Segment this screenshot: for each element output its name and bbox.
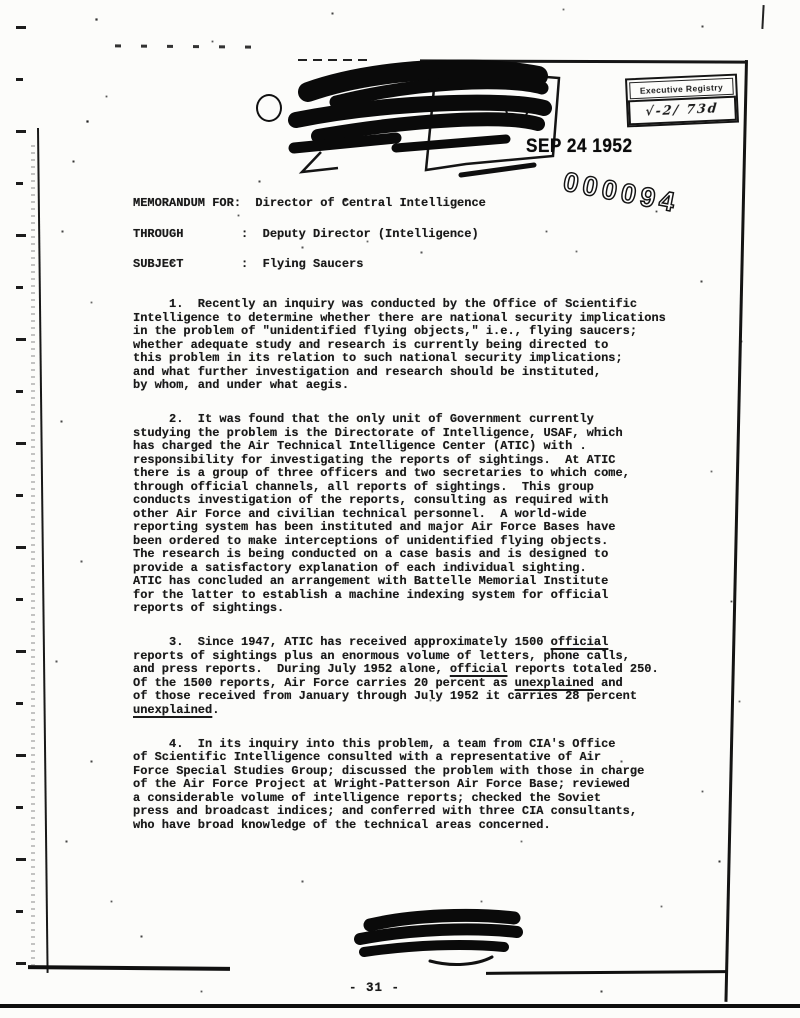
text-line: in the problem of "unidentified flying objects," i.e., flying saucers; — [133, 324, 638, 338]
text-line: 1. Recently an inquiry was conducted by the Office of Scientific — [133, 297, 638, 311]
margin-tick — [16, 338, 26, 341]
scan-edge-right-tick — [761, 5, 764, 29]
text-line: has charged the Air Technical Intelligence Center (ATIC) with . — [133, 439, 587, 453]
stamp-title: Executive Registry — [629, 78, 734, 100]
stamp-notation-box — [628, 96, 737, 126]
margin-tick — [16, 234, 26, 237]
margin-tick — [16, 754, 26, 757]
text-line: 4. In its inquiry into this problem, a team from CIA's Office — [133, 736, 616, 751]
text-line: of Scientific Intelligence consulted with a representative of Air — [133, 750, 602, 764]
text-line: reports of sightings. — [133, 601, 285, 615]
scan-bottom-mid-line — [486, 970, 726, 974]
text-line: a considerable volume of intelligence reports; checked the Soviet — [133, 790, 602, 805]
text-line: Force Special Studies Group; discussed the problem with those in charge — [133, 763, 645, 778]
margin-tick — [16, 598, 23, 601]
text-line: and press reports. During July 1952 alone, official reports totaled 250. — [133, 662, 659, 676]
scan-edge-left-speckle — [31, 145, 35, 965]
executive-registry-stamp — [625, 74, 739, 128]
text-line: of the Air Force Project at Wright-Patterson Air Force Base; reviewed — [133, 777, 630, 791]
margin-tick — [16, 286, 23, 289]
stamp-handwritten-notation: √-2/ 73d — [645, 100, 720, 119]
margin-tick — [16, 650, 26, 653]
memo-header — [133, 197, 733, 289]
scan-bottom-left-line — [28, 965, 230, 970]
memo-header-line: MEMORANDUM FOR: Director of Central Intelligence — [133, 196, 486, 210]
margin-tick — [16, 130, 26, 133]
text-line: other Air Force and civilian technical personnel. A world-wide — [133, 506, 587, 521]
memo-paragraph — [133, 636, 697, 717]
margin-tick — [16, 494, 23, 497]
text-line: this problem in its relation to such national security implications; — [133, 351, 623, 365]
scan-edge-bottom-line — [0, 1004, 800, 1008]
text-line: who have broad knowledge of the technical areas concerned. — [133, 817, 551, 832]
text-line: 3. Since 1947, ATIC has received approximately 1500 official — [133, 635, 609, 649]
page-number: - 31 - — [349, 981, 401, 995]
memo-paragraph — [133, 738, 697, 833]
memo-header-line: SUBJECT : Flying Saucers — [133, 257, 364, 271]
redaction-scribble-icon — [352, 908, 532, 970]
text-line: press and broadcast indices; and conferred with three CIA consultants, — [133, 804, 638, 818]
text-line: conducts investigation of the reports, consulting as required with — [133, 493, 609, 507]
text-line: by whom, and under what aegis. — [133, 378, 350, 392]
margin-tick — [16, 910, 23, 913]
serial-number-text: 000094 — [560, 166, 682, 219]
text-line: through official channels, all reports of sightings. This group — [133, 479, 594, 494]
text-line: reporting system has been instituted and major Air Force Bases have — [133, 520, 616, 534]
text-line: reports of sightings plus an enormous volume of letters, phone calls, — [133, 648, 630, 663]
text-line: for the latter to establish a machine indexing system for official — [133, 587, 609, 602]
margin-tick — [16, 390, 23, 393]
scan-edge-top-dots — [115, 44, 265, 48]
margin-tick — [16, 182, 23, 185]
text-line: studying the problem is the Directorate of Intelligence, USAF, which — [133, 425, 623, 440]
text-line: provide a satisfactory explanation of each individual sighting. — [133, 560, 587, 575]
text-line: The research is being conducted on a case basis and is designed to — [133, 547, 609, 561]
memo-body — [133, 298, 697, 853]
text-line: of those received from January through July 1952 it carries 28 percent — [133, 689, 638, 703]
text-line: been ordered to make interceptions of unidentified flying objects. — [133, 533, 609, 548]
stamp-outer-box — [625, 74, 739, 128]
margin-tick — [16, 702, 23, 705]
scan-noise-speckles — [0, 0, 1, 1]
text-line: ATIC has concluded an arrangement with Battelle Memorial Institute — [133, 574, 609, 588]
margin-tick — [16, 26, 26, 29]
margin-tick — [16, 962, 26, 965]
memo-paragraph — [133, 298, 697, 393]
margin-tick — [16, 442, 26, 445]
margin-tick — [16, 78, 23, 81]
text-line: Intelligence to determine whether there are national security implications — [133, 310, 666, 325]
memo-header-line: THROUGH : Deputy Director (Intelligence) — [133, 226, 479, 241]
scan-edge-left-line — [37, 128, 49, 973]
date-stamp: SEP 24 1952 — [526, 136, 633, 157]
text-line: there is a group of three officers and two secretaries to which come, — [133, 466, 630, 480]
text-line: and what further investigation and research should be instituted, — [133, 364, 602, 379]
text-line: Of the 1500 reports, Air Force carries 20 percent as unexplained and — [133, 675, 623, 690]
text-line: 2. It was found that the only unit of Government currently — [133, 412, 594, 426]
text-line: unexplained. — [133, 702, 220, 717]
memo-paragraph — [133, 413, 697, 616]
margin-tick — [16, 806, 23, 809]
redaction-scribble-icon — [276, 56, 576, 180]
margin-tick — [16, 858, 26, 861]
text-line: whether adequate study and research is currently being directed to — [133, 337, 609, 352]
margin-tick — [16, 546, 26, 549]
text-line: responsibility for investigating the reports of sightings. At ATIC — [133, 452, 616, 467]
